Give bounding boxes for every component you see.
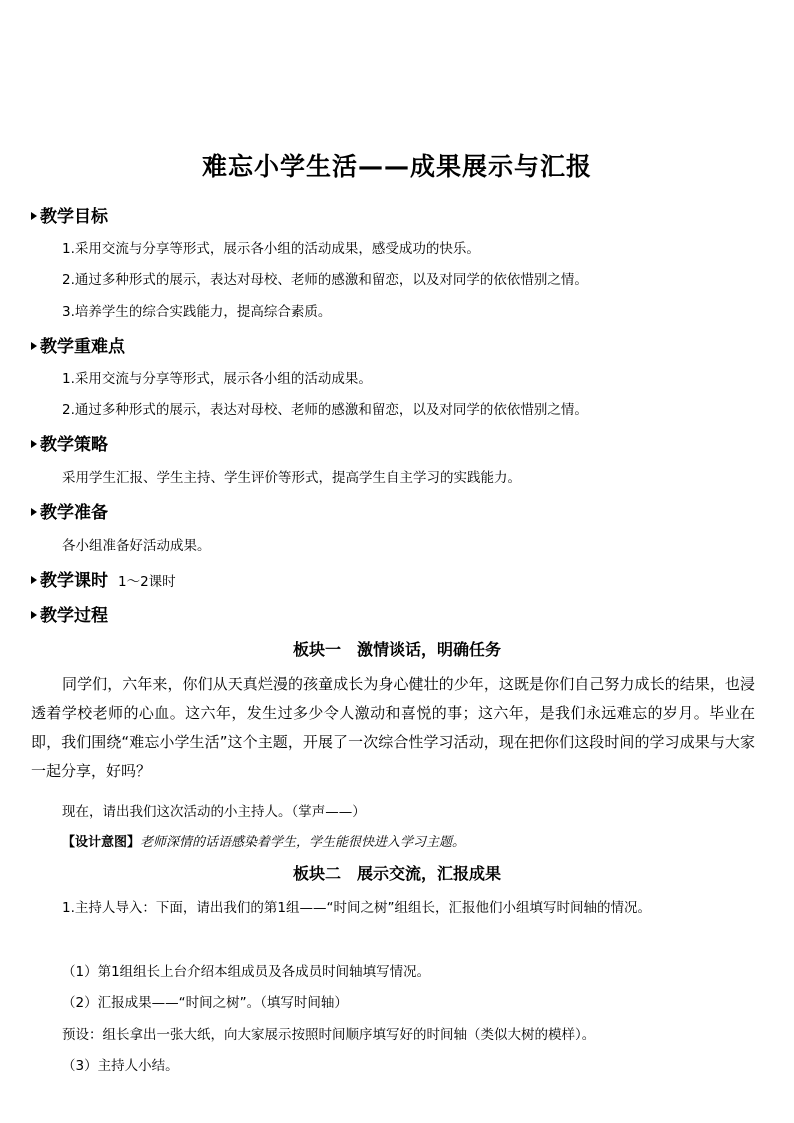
heading-process-label: 教学过程	[40, 606, 108, 626]
block2-intro: 1.主持人导入：下面，请出我们的第1组——“时间之树”组组长，汇报他们小组填写时间轴的情况。	[62, 900, 651, 916]
heading-periods-label: 教学课时	[40, 571, 108, 591]
periods-value: 1～2课时	[118, 574, 176, 590]
objective-item-1: 1.采用交流与分享等形式，展示各小组的活动成果，感受成功的快乐。	[62, 241, 480, 257]
preparation-text: 各小组准备好活动成果。	[62, 538, 211, 554]
heading-key-points-label: 教学重难点	[40, 337, 125, 357]
triangle-bullet-icon	[31, 342, 37, 350]
key-point-item-2: 2.通过多种形式的展示，表达对母校、老师的感激和留恋，以及对同学的依依惜别之情。	[62, 402, 588, 418]
heading-strategy	[31, 430, 108, 455]
heading-objectives	[31, 202, 108, 227]
heading-process	[31, 601, 108, 626]
heading-preparation-label: 教学准备	[40, 503, 108, 523]
block1-title: 板块一 激情谈话，明确任务	[292, 640, 501, 659]
block2-item-1: （1）第1组组长上台介绍本组成员及各成员时间轴填写情况。	[62, 964, 431, 980]
heading-strategy-label: 教学策略	[40, 435, 108, 455]
block2-item-2: （2）汇报成果——“时间之树”。（填写时间轴）	[62, 995, 348, 1011]
design-intent-text: 老师深情的话语感染着学生，学生能很快进入学习主题。	[140, 835, 466, 850]
block2-title: 板块二 展示交流，汇报成果	[292, 864, 501, 883]
triangle-bullet-icon	[31, 611, 37, 619]
document-title: 难忘小学生活——成果展示与汇报	[201, 152, 592, 181]
block2-item-4: （3）主持人小结。	[62, 1058, 179, 1074]
block1-design-note	[62, 831, 465, 850]
triangle-bullet-icon	[31, 440, 37, 448]
triangle-bullet-icon	[31, 508, 37, 516]
triangle-bullet-icon	[31, 576, 37, 584]
heading-key-points	[31, 332, 125, 357]
block2-item-3: 预设：组长拿出一张大纸，向大家展示按照时间顺序填写好的时间轴（类似大树的模样）。	[62, 1027, 596, 1043]
design-intent-tag: 【设计意图】	[62, 835, 141, 850]
heading-objectives-label: 教学目标	[40, 207, 108, 227]
block1-paragraph: 同学们，六年来，你们从天真烂漫的孩童成长为身心健壮的少年，这既是你们自己努力成长的结果，也浸透着学校老师的心血。这六年，发生过多少令人激动和喜悦的事；这六年，是我们永远难忘的岁月。毕业在即，我们围绕“难忘小学生活”这个主题，开展了一次综合性学习活动，现在把你们这段时间的学习成果与大家一起分享，好吗？	[31, 675, 755, 780]
heading-periods	[31, 566, 176, 591]
strategy-text: 采用学生汇报、学生主持、学生评价等形式，提高学生自主学习的实践能力。	[62, 470, 521, 486]
triangle-bullet-icon	[31, 212, 37, 220]
key-point-item-1: 1.采用交流与分享等形式，展示各小组的活动成果。	[62, 371, 372, 387]
objective-item-3: 3.培养学生的综合实践能力，提高综合素质。	[62, 304, 332, 320]
objective-item-2: 2.通过多种形式的展示，表达对母校、老师的感激和留恋，以及对同学的依依惜别之情。	[62, 272, 588, 288]
heading-preparation	[31, 498, 108, 523]
block1-host-line: 现在，请出我们这次活动的小主持人。（掌声——）	[62, 804, 366, 820]
